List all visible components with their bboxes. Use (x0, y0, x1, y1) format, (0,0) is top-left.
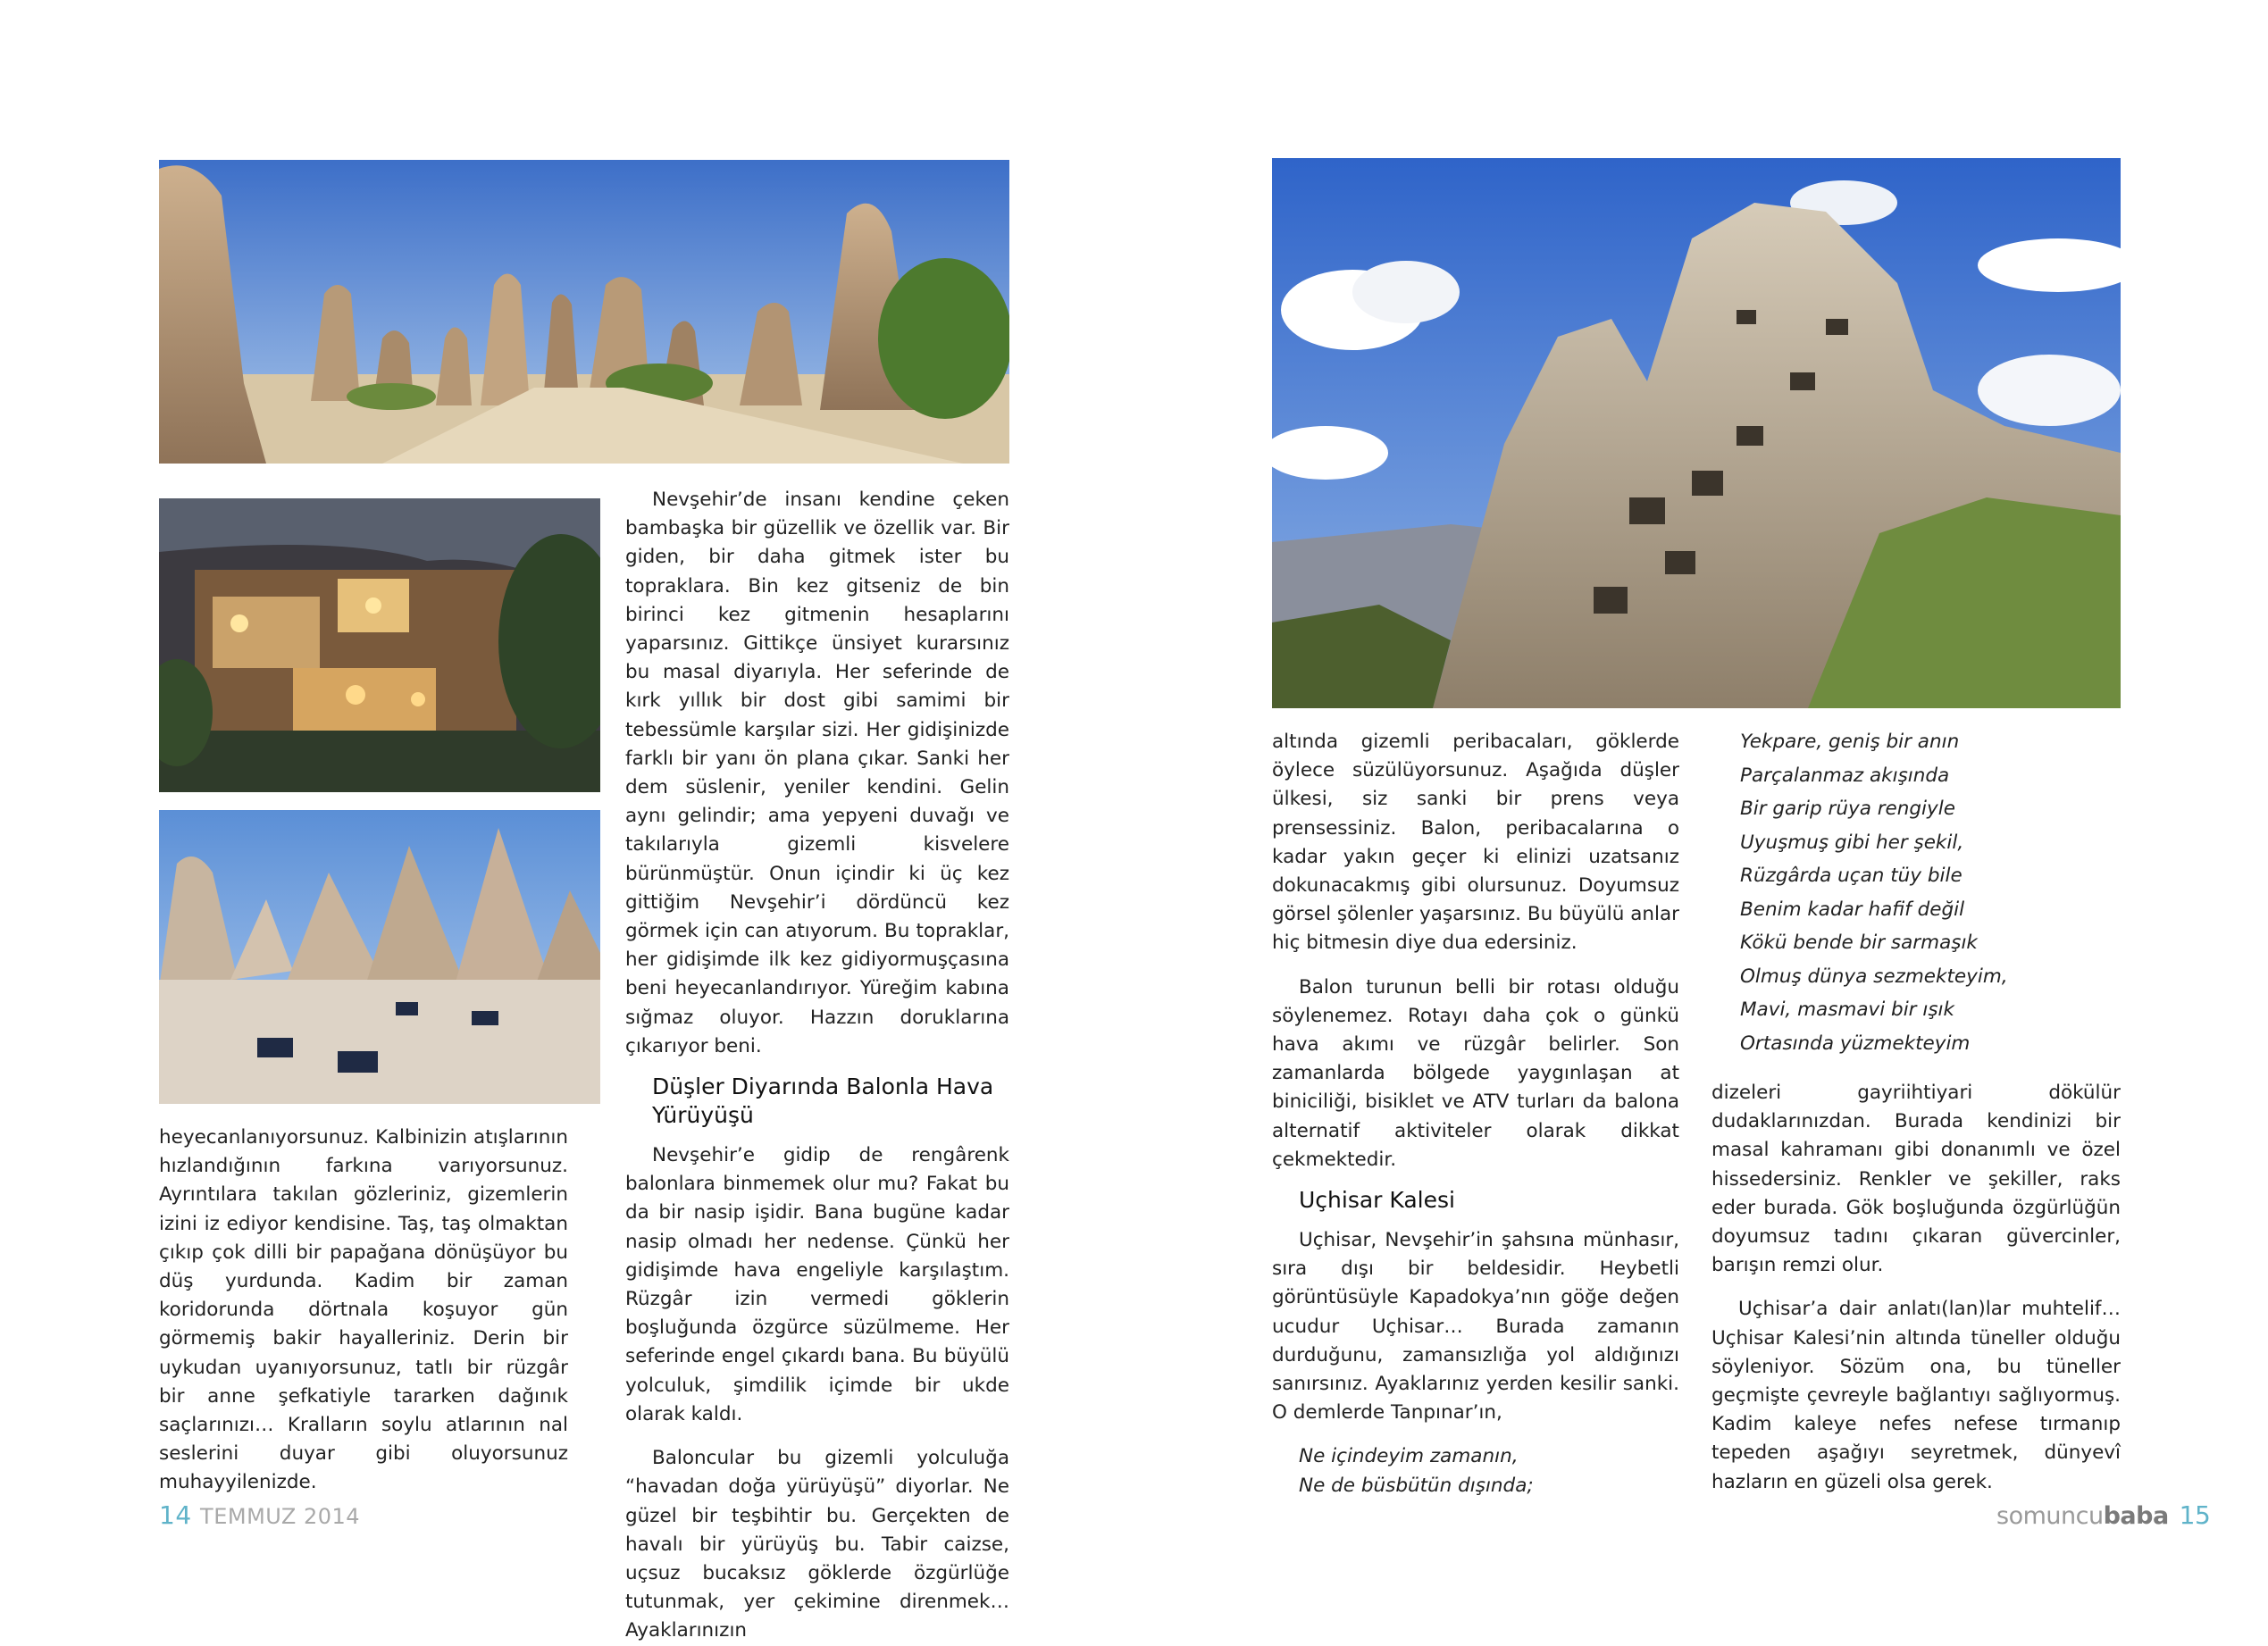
paragraph: heyecanlanıyorsunuz. Kalbinizin atışlarının hızlandığının farkına varıyorsunuz. Ayrıntılara takılan gözleriniz, gizemlerin izini iz ediyor kendisine. Taş, taş olmaktan çıkıp çok dilli bir papağana dönüşüyor bu düş yurdunda. Kadim bir zaman koridorunda dörtnala koşuyor gün görmemiş bakir hayalleriniz. Derin bir uykudan uyanıyorsunuz, tatlı bir rüzgâr bir anne şefkatiyle tararken dağınık saçlarınızı… Kralların soylu atlarının nal seslerini duyar gibi oluyorsunuz muhayyilenizde. (159, 1126, 568, 1494)
atv-tour-photo (159, 810, 600, 1104)
paragraph: Balon turunun belli bir rotası olduğu söylenemez. Rotayı daha çok o günkü hava akımı ve rüzgâr belirler. Son zamanlarda bölgede yaygınlaşan at biniciliği, bisiklet ve ATV turları da balona alternatif aktiviteler olarak dikkat çekmektedir. (1272, 975, 1679, 1171)
right-page-column-2 (1711, 1079, 2121, 1497)
paragraph: Uçhisar, Nevşehir’in şahsına münhasır, sıra dışı bir beldesidir. Heybetli görüntüsüyle Kapadokya’nın göğe değen ucudur Uçhisar… Burada zamanın durduğunu, zamansızlığa yol aldığınızı sanırsınız. Ayaklarınız yerden kesilir sanki. O demlerde Tanpınar’ın, (1272, 1229, 1679, 1425)
issue-date: TEMMUZ 2014 (200, 1504, 361, 1529)
poem-line: Uyuşmuş gibi her şekil, (1740, 831, 1964, 854)
page-number: 15 (2179, 1500, 2211, 1530)
fairy-chimneys-panorama-photo (159, 160, 1009, 464)
paragraph: Nevşehir’de insanı kendine çeken bambaşka bir güzellik ve özellik var. Bir giden, bir daha gitmek ister bu topraklara. Bin kez gitseniz de bin birinci kez gitmenin hesaplarını yaparsınız. Gittikçe ünsiyet kurarsınız bu masal diyarıyla. Her seferinde de kırk yıllık bir dost gibi samimi bir tebessümle karşılar sizi. Her gidişinizde farklı bir yanı ön plana çıkar. Sanki her dem süslenir, yeniler kendini. Gelin aynı gelindir; ama yepyeni duvağı ve takılarıyla gizemli kisvelere bürünmüştür. Onun içindir ki üç kez gittiğim Nevşehir’i dördüncü kez görmek için can atıyorum. Bu topraklar, her gidişimde ilk kez gidiyormuşçasına beni heyecanlandırıyor. Yüreğim kabına sığmaz oluyor. Hazzın doruklarına çıkarıyor beni. (625, 489, 1009, 1057)
poem-line: Ne içindeyim zamanın, (1299, 1445, 1519, 1468)
uchisar-castle-photo (1272, 158, 2121, 708)
poem-line: Yekpare, geniş bir anın (1740, 731, 1960, 753)
brand-name-part-2: baba (2103, 1502, 2169, 1530)
page-number: 14 (159, 1500, 192, 1530)
poem-line: Parçalanmaz akışında (1740, 764, 1950, 787)
poem-continuation (1740, 725, 2008, 1060)
poem-line: Kökü bende bir sarmaşık (1740, 932, 1978, 954)
paragraph: altında gizemli peribacaları, göklerde öylece süzülüyorsunuz. Aşağıda düşler ülkesi, siz sanki bir prens veya prensessiniz. Balon, peribacalarına o kadar yakın geçer ki elinizi uzatsanız dokunacakmış gibi olursunuz. Doyumsuz görsel şölenler yaşarsınız. Bu büyülü anlar hiç bitmesin diye dua edersiniz. (1272, 731, 1679, 955)
left-folio (159, 1500, 360, 1530)
paragraph: Uçhisar’a dair anlatı(lan)lar muhtelif… Uçhisar Kalesi’nin altında tüneller olduğu söyleniyor. Sözüm ona, bu tüneller geçmişte çevreyle bağlantıyı sağlıyormuş. Kadim kaleye nefes nefese tırmanıp tepeden aşağıyı seyretmek, dünyevî hazların en güzeli olsa gerek. (1711, 1298, 2121, 1493)
magazine-brand-folio (1996, 1500, 2210, 1530)
paragraph: dizeleri gayriihtiyari dökülür dudaklarınızdan. Burada kendinizi bir masal kahramanı gibi donanımlı ve özel hissedersiniz. Renkler ve şekiller, raks eder burada. Gök boşluğunda özgürlüğün doyumsuz tadını çıkaran güvercinler, barışın remzi olur. (1711, 1082, 2121, 1277)
poem-line: Rüzgârda uçan tüy bile (1740, 865, 1963, 887)
brand-name-part-1: somuncu (1996, 1502, 2104, 1530)
cave-house-night-photo (159, 498, 600, 792)
poem-line: Bir garip rüya rengiyle (1740, 798, 1955, 820)
poem-line: Ne de büsbütün dışında; (1299, 1474, 1534, 1497)
paragraph: Baloncular bu gizemli yolculuğa “havadan doğa yürüyüşü” diyorlar. Ne güzel bir teşbihtir bu. Gerçekten de havalı bir yürüyüş bu. Tabir caizse, uçsuz bucaksız göklerde özgürlüğe tutunmak, yer çekimine direnmek… Ayaklarınızın (625, 1447, 1009, 1642)
left-page-column-2 (625, 486, 1009, 1646)
section-heading: Düşler Diyarında Balonla Hava Yürüyüşü (652, 1074, 994, 1129)
poem-line: Olmuş dünya sezmekteyim, (1740, 965, 2008, 988)
right-page-column-1 (1272, 728, 1679, 1500)
poem-line: Ortasında yüzmekteyim (1740, 1032, 1971, 1055)
poem-line: Benim kadar hafif değil (1740, 898, 1965, 921)
left-page-column-1 (159, 1124, 568, 1498)
poem-excerpt (1272, 1442, 1679, 1500)
paragraph: Nevşehir’e gidip de rengârenk balonlara binmemek olur mu? Fakat bu da bir nasip işidir. Bana bugüne kadar nasip olmadı her nedense. Çünkü her gidişimde hava engeliyle karşılaştım. Rüzgâr izin vermedi göklerin boşluğunda özgürce süzülmeme. Her seferinde engel çıkardı bana. Bu büyülü yolculuk, şimdilik içimde bir ukde olarak kaldı. (625, 1144, 1009, 1425)
section-heading: Uçhisar Kalesi (1299, 1187, 1455, 1214)
poem-line: Mavi, masmavi bir ışık (1740, 998, 1954, 1021)
